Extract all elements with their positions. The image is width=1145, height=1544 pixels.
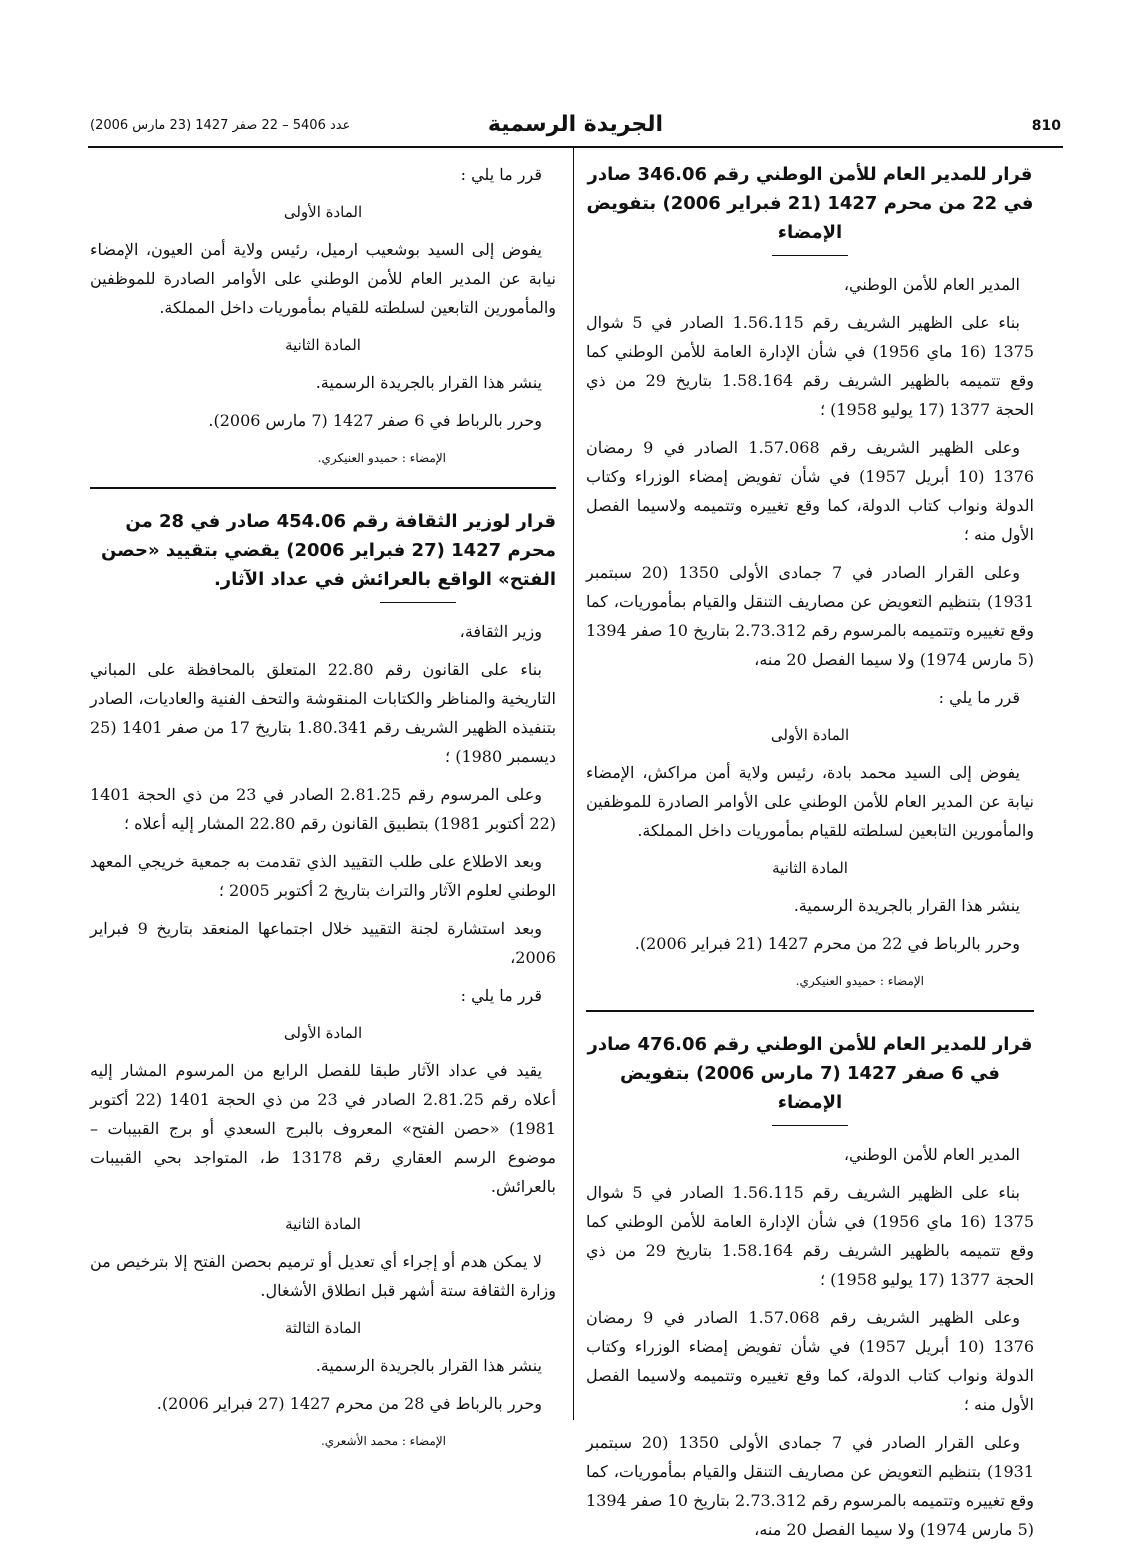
issuer: المدير العام للأمن الوطني، xyxy=(843,1145,1020,1164)
article-heading: المادة الثالثة xyxy=(284,1319,362,1337)
decides-line: قرر ما يلي : xyxy=(460,986,542,1005)
article-heading: المادة الأولى xyxy=(283,1024,363,1042)
article-heading: المادة الثانية xyxy=(285,1215,361,1233)
article-text: لا يمكن هدم أو إجراء أي تعديل أو ترميم بحصن الفتح إلا بترخيص من وزارة الثقافة ستة أشهر قبل انطلاق الأشغال. xyxy=(90,1252,556,1300)
done-at: وحرر بالرباط في 22 من محرم 1427 (21 فبراير 2006). xyxy=(634,934,1020,953)
section-divider xyxy=(90,487,556,489)
decision-346-06 xyxy=(586,160,1034,996)
consideration: وعلى المرسوم رقم 2.81.25 الصادر في 23 من ذي الحجة 1401 (22 أكتوبر 1981) بتطبيق القانون رقم 22.80 المشار إليه أعلاه ؛ xyxy=(90,785,556,833)
article-heading: المادة الثانية xyxy=(285,336,361,354)
article-heading: المادة الثانية xyxy=(772,859,848,877)
article-heading: المادة الأولى xyxy=(770,726,850,744)
right-column xyxy=(586,160,1035,1539)
done-at: وحرر بالرباط في 28 من محرم 1427 (27 فبراير 2006). xyxy=(156,1394,542,1413)
done-at: وحرر بالرباط في 6 صفر 1427 (7 مارس 2006). xyxy=(208,411,542,430)
decision-476-06 xyxy=(586,1030,1034,1544)
title-divider xyxy=(380,602,456,603)
page-header xyxy=(88,112,1063,148)
signature: الإمضاء : حميدو العنيكري. xyxy=(795,974,924,988)
consideration: وعلى الظهير الشريف رقم 1.57.068 الصادر في 9 رمضان 1376 (10 أبريل 1957) في شأن تفويض إمضاء الوزراء وكتاب الدولة ونواب كتاب الدولة، كما وقع تغييره وتتميمه ولاسيما الفصل الأول منه ؛ xyxy=(586,1308,1035,1414)
decision-title: قرار لوزير الثقافة رقم 454.06 صادر في 28 من محرم 1427 (27 فبراير 2006) يقضي بتقييد «حصن الفتح» الواقع بالعرائش في عداد الآثار. xyxy=(101,511,556,590)
decision-476-06-continued xyxy=(90,160,556,473)
consideration: وعلى القرار الصادر في 7 جمادى الأولى 1350 (20 سبتمبر 1931) بتنظيم التعويض عن مصاريف التنقل والقيام بمأموريات، كما وقع تغييره وتتميمه بالمرسوم رقم 2.73.312 بتاريخ 10 صفر 1394 (5 مارس 1974) ولا سيما الفصل 20 منه، xyxy=(586,1433,1034,1539)
signature: الإمضاء : محمد الأشعري. xyxy=(320,1434,446,1448)
decides-line: قرر ما يلي : xyxy=(938,688,1020,707)
section-divider xyxy=(586,1010,1034,1012)
article-heading: المادة الأولى xyxy=(283,203,363,221)
consideration: وعلى القرار الصادر في 7 جمادى الأولى 1350 (20 سبتمبر 1931) بتنظيم التعويض عن مصاريف التنقل والقيام بمأموريات، كما وقع تغييره وتتميمه بالمرسوم رقم 2.73.312 بتاريخ 10 صفر 1394 (5 مارس 1974) ولا سيما الفصل 20 منه، xyxy=(586,563,1034,669)
consideration: بناء على الظهير الشريف رقم 1.56.115 الصادر في 5 شوال 1375 (16 ماي 1956) في شأن الإدارة العامة للأمن الوطني كما وقع تتميمه بالظهير الشريف رقم 1.58.164 بتاريخ 29 من ذي الحجة 1377 (17 يوليو 1958) ؛ xyxy=(586,313,1034,419)
article-text: ينشر هذا القرار بالجريدة الرسمية. xyxy=(315,373,542,392)
decision-454-06 xyxy=(90,507,556,1456)
column-divider xyxy=(573,148,574,1420)
title-divider xyxy=(772,255,848,256)
decides-line: قرر ما يلي : xyxy=(460,165,542,184)
issue-info: عدد 5406 – 22 صفر 1427 (23 مارس 2006) xyxy=(90,118,351,133)
consideration: بناء على الظهير الشريف رقم 1.56.115 الصادر في 5 شوال 1375 (16 ماي 1956) في شأن الإدارة العامة للأمن الوطني كما وقع تتميمه بالظهير الشريف رقم 1.58.164 بتاريخ 29 من ذي الحجة 1377 (17 يوليو 1958) ؛ xyxy=(586,1183,1034,1289)
signature: الإمضاء : حميدو العنيكري. xyxy=(317,451,446,465)
title-divider xyxy=(772,1125,848,1126)
article-text: ينشر هذا القرار بالجريدة الرسمية. xyxy=(315,1356,542,1375)
consideration: وعلى الظهير الشريف رقم 1.57.068 الصادر في 9 رمضان 1376 (10 أبريل 1957) في شأن تفويض إمضاء الوزراء وكتاب الدولة ونواب كتاب الدولة، كما وقع تغييره وتتميمه ولاسيما الفصل الأول منه ؛ xyxy=(586,438,1035,544)
left-column xyxy=(90,160,557,1448)
decision-title: قرار للمدير العام للأمن الوطني رقم 476.06 صادر في 6 صفر 1427 (7 مارس 2006) بتفويض الإمضاء xyxy=(587,1034,1033,1113)
decision-title: قرار للمدير العام للأمن الوطني رقم 346.06 صادر في 22 من محرم 1427 (21 فبراير 2006) بتفويض الإمضاء xyxy=(586,164,1034,243)
article-text: يفوض إلى السيد بوشعيب ارميل، رئيس ولاية أمن العيون، الإمضاء نيابة عن المدير العام للأمن الوطني على الأوامر الصادرة للموظفين والمأمورين التابعين لسلطته للقيام بمأموريات داخل المملكة. xyxy=(90,240,556,317)
journal-title: الجريدة الرسمية xyxy=(487,112,664,137)
consideration: وبعد استشارة لجنة التقييد خلال اجتماعها المنعقد بتاريخ 9 فبراير 2006، xyxy=(90,919,556,967)
article-text: يفوض إلى السيد محمد بادة، رئيس ولاية أمن مراكش، الإمضاء نيابة عن المدير العام للأمن الوطني على الأوامر الصادرة للموظفين والمأمورين التابعين لسلطته للقيام بمأموريات داخل المملكة. xyxy=(586,763,1034,840)
article-text: يقيد في عداد الآثار طبقا للفصل الرابع من المرسوم المشار إليه أعلاه رقم 2.81.25 الصادر في 23 من ذي الحجة 1401 (22 أكتوبر 1981) «حصن الفتح» المعروف بالبرج السعدي أو برج القبيبات – موضوع الرسم العقاري رقم 13178 ط، المتواجد بحي القبيبات بالعرائش. xyxy=(90,1061,557,1196)
issuer: المدير العام للأمن الوطني، xyxy=(843,275,1020,294)
consideration: بناء على القانون رقم 22.80 المتعلق بالمحافظة على المباني التاريخية والمناظر والكتابات المنقوشة والتحف الفنية والعاديات، الصادر بتنفيذه الظهير الشريف رقم 1.80.341 بتاريخ 17 من صفر 1401 (25 ديسمبر 1980) ؛ xyxy=(90,660,557,766)
consideration: وبعد الاطلاع على طلب التقييد الذي تقدمت به جمعية خريجي المعهد الوطني لعلوم الآثار والتراث بتاريخ 2 أكتوبر 2005 ؛ xyxy=(90,852,556,900)
issuer: وزير الثقافة، xyxy=(459,622,542,641)
article-text: ينشر هذا القرار بالجريدة الرسمية. xyxy=(793,896,1020,915)
page-number: 810 xyxy=(1031,118,1061,134)
